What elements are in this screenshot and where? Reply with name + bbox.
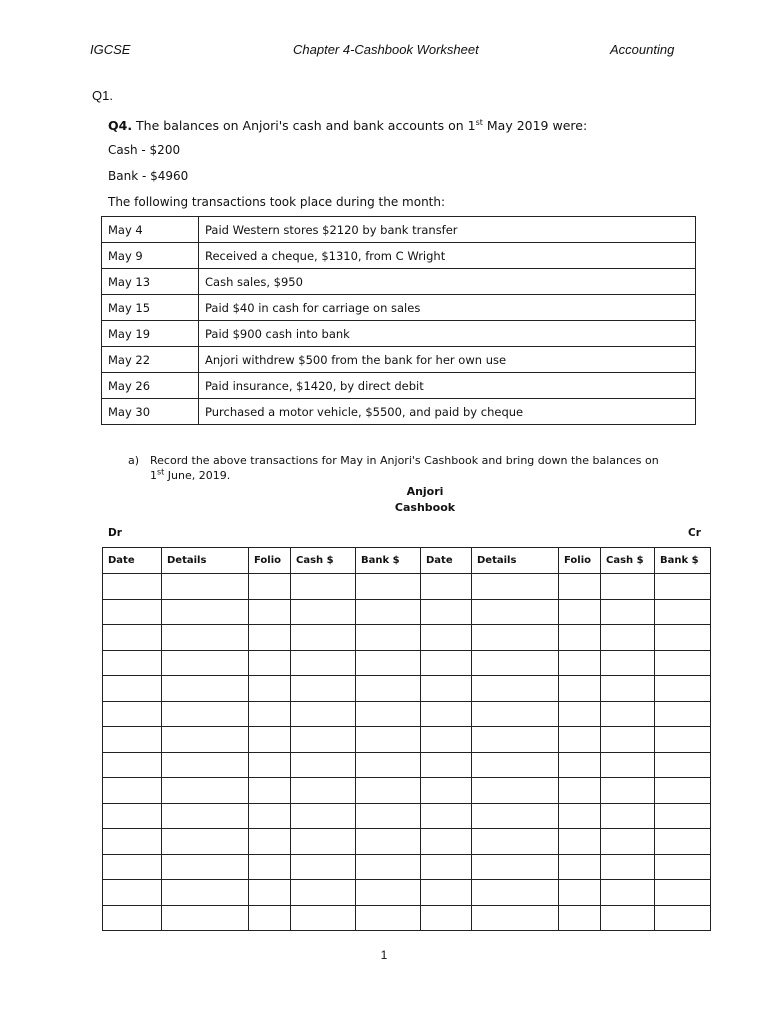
question-text [108,118,587,133]
column-header-cr-details: Details [472,548,559,574]
cashbook-cell [655,599,711,625]
cashbook-cell [249,905,291,931]
cashbook-row [103,625,711,651]
question-number: Q1. [92,88,113,103]
cashbook-cell [655,676,711,702]
cashbook-cell [356,905,421,931]
cashbook-cell [291,625,356,651]
cashbook-cell [472,574,559,600]
cashbook-cell [103,676,162,702]
cashbook-cell [655,701,711,727]
cashbook-cell [249,727,291,753]
cashbook-cell [162,599,249,625]
cashbook-cell [162,727,249,753]
cashbook-cell [472,625,559,651]
cashbook-cell [291,599,356,625]
column-header-cr-folio: Folio [559,548,601,574]
cashbook-cell [421,905,472,931]
cashbook-cell [559,727,601,753]
cashbook-cell [103,905,162,931]
instruction-line-1: Record the above transactions for May in Anjori's Cashbook and bring down the balances on [150,454,659,467]
cashbook-cell [162,778,249,804]
cashbook-cell [421,880,472,906]
transaction-date: May 19 [102,321,199,347]
instruction-line-2 [150,468,688,483]
cashbook-cell [291,701,356,727]
cashbook-cell [356,854,421,880]
cashbook-row [103,752,711,778]
cashbook-body [103,574,711,931]
cashbook-cell [472,701,559,727]
cashbook-cell [162,752,249,778]
cashbook-row [103,574,711,600]
cashbook-row [103,676,711,702]
cashbook-cell [601,905,655,931]
cashbook-title: Cashbook [394,501,456,514]
transactions-table [101,216,696,425]
cashbook-cell [103,727,162,753]
cashbook-cell [162,650,249,676]
cashbook-cell [421,676,472,702]
cashbook-cell [103,854,162,880]
cashbook-row [103,905,711,931]
cashbook-cell [601,803,655,829]
header-subject: Accounting [610,42,675,57]
cashbook-cell [655,880,711,906]
cashbook-cell [655,854,711,880]
cashbook-cell [356,778,421,804]
cashbook-cell [559,574,601,600]
cashbook-cell [559,701,601,727]
column-header-cr-bank: Bank $ [655,548,711,574]
cashbook-cell [421,727,472,753]
cashbook-cell [601,599,655,625]
cashbook-cell [601,727,655,753]
cashbook-cell [249,829,291,855]
transaction-date: May 22 [102,347,199,373]
column-header-cr-date: Date [421,548,472,574]
cashbook-cell [249,574,291,600]
cashbook-cell [655,650,711,676]
cashbook-cell [655,778,711,804]
cashbook-cell [249,854,291,880]
header-title: Chapter 4-Cashbook Worksheet [293,42,479,57]
transaction-date: May 9 [102,243,199,269]
transaction-description: Paid insurance, $1420, by direct debit [199,373,696,399]
cashbook-cell [601,854,655,880]
cashbook-cell [356,803,421,829]
cashbook-cell [356,727,421,753]
cashbook-cell [162,701,249,727]
bank-balance: Bank - $4960 [108,169,189,183]
cashbook-cell [655,829,711,855]
cashbook-cell [472,650,559,676]
cashbook-cell [103,829,162,855]
transaction-description: Anjori withdrew $500 from the bank for her own use [199,347,696,373]
cashbook-cell [559,880,601,906]
cashbook-cell [356,829,421,855]
cashbook-cell [601,625,655,651]
cashbook-cell [291,727,356,753]
cashbook-cell [472,905,559,931]
cashbook-row [103,829,711,855]
cashbook-cell [162,854,249,880]
table-row [102,217,696,243]
table-row [102,347,696,373]
cashbook-cell [162,905,249,931]
cashbook-cell [421,752,472,778]
cashbook-cell [655,727,711,753]
cashbook-cell [356,599,421,625]
cashbook-cell [162,574,249,600]
cashbook-cell [249,599,291,625]
instruction-line-2-before: 1 [150,469,157,482]
cashbook-cell [601,778,655,804]
cashbook-cell [356,650,421,676]
cashbook-cell [421,854,472,880]
cashbook-cell [559,599,601,625]
cashbook-cell [291,854,356,880]
cashbook-cell [249,625,291,651]
cashbook-cell [421,701,472,727]
cashbook-cell [249,676,291,702]
page-number: 1 [380,948,388,962]
cashbook-cell [103,599,162,625]
cashbook-cell [601,650,655,676]
cashbook-cell [421,599,472,625]
cashbook-cell [162,676,249,702]
cashbook-cell [559,829,601,855]
cashbook-row [103,727,711,753]
cashbook-cell [559,854,601,880]
cashbook-cell [103,880,162,906]
cashbook-cell [356,880,421,906]
cashbook-cell [655,905,711,931]
table-row [102,269,696,295]
cashbook-cell [472,752,559,778]
table-row [102,243,696,269]
column-header-dr-folio: Folio [249,548,291,574]
cashbook-cell [162,829,249,855]
cashbook-cell [103,650,162,676]
column-header-dr-bank: Bank $ [356,548,421,574]
instruction-sup: st [157,467,165,477]
cashbook-cell [103,778,162,804]
column-header-dr-cash: Cash $ [291,548,356,574]
cashbook-cell [601,880,655,906]
cashbook-cell [472,676,559,702]
table-row [102,373,696,399]
cashbook-cell [249,752,291,778]
cashbook-cell [472,854,559,880]
transaction-description: Paid $900 cash into bank [199,321,696,347]
question-label: Q4. [108,118,133,133]
table-row [102,295,696,321]
cashbook-cell [559,650,601,676]
transactions-intro: The following transactions took place during the month: [108,195,446,209]
transaction-date: May 4 [102,217,199,243]
cashbook-cell [472,829,559,855]
transaction-date: May 26 [102,373,199,399]
transaction-description: Cash sales, $950 [199,269,696,295]
cashbook-row [103,701,711,727]
cashbook-cell [655,752,711,778]
cashbook-cell [421,829,472,855]
cashbook-cell [601,829,655,855]
cashbook-cell [421,650,472,676]
cashbook-cell [162,625,249,651]
cashbook-row [103,778,711,804]
cashbook-cell [472,803,559,829]
cashbook-cell [103,803,162,829]
cashbook-owner: Anjori [406,485,444,498]
table-row [102,399,696,425]
transaction-description: Paid $40 in cash for carriage on sales [199,295,696,321]
cashbook-cell [559,778,601,804]
cash-balance: Cash - $200 [108,143,181,157]
cashbook-cell [291,905,356,931]
cashbook-cell [103,752,162,778]
cashbook-cell [472,599,559,625]
transaction-description: Purchased a motor vehicle, $5500, and paid by cheque [199,399,696,425]
cashbook-row [103,854,711,880]
question-text-before: The balances on Anjori's cash and bank accounts on 1 [132,118,476,133]
cashbook-cell [655,625,711,651]
cashbook-cell [559,905,601,931]
instruction-line-2-after: June, 2019. [164,469,231,482]
cashbook-cell [103,625,162,651]
cashbook-cell [421,803,472,829]
cashbook-cell [472,727,559,753]
cashbook-row [103,803,711,829]
cashbook-cell [421,778,472,804]
debit-label: Dr [108,527,122,539]
cashbook-table [102,547,711,931]
cashbook-cell [291,778,356,804]
cashbook-cell [291,829,356,855]
question-text-after: May 2019 were: [482,118,588,133]
cashbook-cell [291,880,356,906]
cashbook-cell [249,880,291,906]
cashbook-cell [601,574,655,600]
cashbook-cell [472,880,559,906]
cashbook-cell [356,676,421,702]
header-left: IGCSE [90,42,131,57]
cashbook-cell [291,752,356,778]
cashbook-cell [291,676,356,702]
transaction-date: May 13 [102,269,199,295]
cashbook-cell [162,803,249,829]
cashbook-cell [249,803,291,829]
cashbook-cell [472,778,559,804]
cashbook-cell [356,701,421,727]
cashbook-cell [601,752,655,778]
instruction-label: a) [128,454,140,467]
cashbook-cell [601,701,655,727]
transaction-date: May 30 [102,399,199,425]
cashbook-header-row [103,548,711,574]
cashbook-cell [103,701,162,727]
cashbook-cell [356,752,421,778]
column-header-cr-cash: Cash $ [601,548,655,574]
credit-label: Cr [688,527,701,539]
transaction-description: Received a cheque, $1310, from C Wright [199,243,696,269]
cashbook-cell [655,574,711,600]
cashbook-cell [249,701,291,727]
cashbook-cell [559,752,601,778]
table-row [102,321,696,347]
cashbook-cell [655,803,711,829]
cashbook-cell [421,574,472,600]
cashbook-cell [559,676,601,702]
cashbook-cell [249,650,291,676]
column-header-dr-date: Date [103,548,162,574]
instruction [128,453,688,483]
cashbook-cell [356,574,421,600]
cashbook-cell [559,803,601,829]
transaction-date: May 15 [102,295,199,321]
cashbook-cell [162,880,249,906]
cashbook-cell [291,650,356,676]
cashbook-cell [249,778,291,804]
column-header-dr-details: Details [162,548,249,574]
cashbook-cell [421,625,472,651]
cashbook-cell [291,574,356,600]
cashbook-cell [601,676,655,702]
cashbook-cell [559,625,601,651]
cashbook-row [103,650,711,676]
cashbook-cell [103,574,162,600]
cashbook-cell [356,625,421,651]
cashbook-row [103,880,711,906]
transaction-description: Paid Western stores $2120 by bank transfer [199,217,696,243]
question-sup: st [475,117,483,127]
cashbook-cell [291,803,356,829]
cashbook-row [103,599,711,625]
